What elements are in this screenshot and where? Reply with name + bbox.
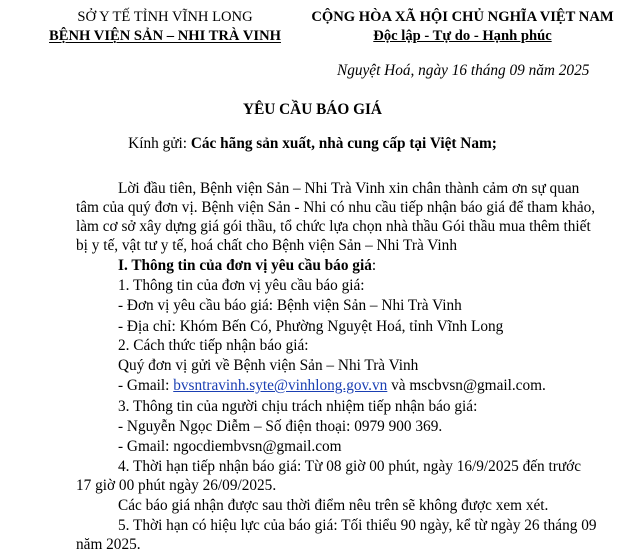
info-line: - Nguyễn Ngọc Diễm – Số điện thoại: 0979 900 369. xyxy=(118,418,443,435)
greeting-prefix: Kính gửi: xyxy=(128,135,191,152)
department-name: SỞ Y TẾ TỈNH VĨNH LONG xyxy=(77,9,253,25)
intro-line: làm cơ sở xây dựng giá gói thầu, tổ chức lựa chọn nhà thầu Gói thầu mua thêm thiết xyxy=(76,218,591,235)
info-line: 3. Thông tin của người chịu trách nhiệm tiếp nhận báo giá: xyxy=(118,398,478,415)
email-link[interactable]: bvsntravinh.syte@vinhlong.gov.vn xyxy=(173,377,388,394)
hospital-name: BỆNH VIỆN SẢN – NHI TRÀ VINH xyxy=(49,28,281,44)
info-line: năm 2025. xyxy=(76,536,141,553)
national-motto: Độc lập - Tự do - Hạnh phúc xyxy=(373,28,552,44)
intro-line: bị y tế, vật tư y tế, hoá chất cho Bệnh viện Sản – Nhi Trà Vinh xyxy=(76,237,457,254)
greeting-recipient: Các hãng sản xuất, nhà cung cấp tại Việt Nam; xyxy=(190,135,497,152)
info-line: 17 giờ 00 phút ngày 26/09/2025. xyxy=(76,477,277,494)
info-line: 5. Thời hạn có hiệu lực của báo giá: Tối thiểu 90 ngày, kể từ ngày 26 tháng 09 xyxy=(118,517,597,534)
info-line: - Địa chỉ: Khóm Bến Có, Phường Nguyệt Hoá, tỉnh Vĩnh Long xyxy=(118,318,504,335)
info-line: 2. Cách thức tiếp nhận báo giá: xyxy=(118,337,309,354)
intro-line: Lời đầu tiên, Bệnh viện Sản – Nhi Trà Vinh xin chân thành cảm ơn sự quan xyxy=(118,180,580,197)
info-line: - Gmail: ngocdiembvsn@gmail.com xyxy=(118,438,342,455)
document-title: YÊU CẦU BÁO GIÁ xyxy=(243,101,382,118)
section-heading-text: I. Thông tin của đơn vị yêu cầu báo giá xyxy=(118,257,372,274)
email-prefix: - Gmail: xyxy=(118,377,174,394)
email-suffix: và mscbvsn@gmail.com. xyxy=(387,377,546,394)
info-line: 4. Thời hạn tiếp nhận báo giá: Từ 08 giờ 00 phút, ngày 16/9/2025 đến trước xyxy=(118,458,582,475)
nation-title: CỘNG HÒA XÃ HỘI CHỦ NGHĨA VIỆT NAM xyxy=(311,9,614,25)
header-right xyxy=(300,8,625,46)
info-line: Các báo giá nhận được sau thời điểm nêu trên sẽ không được xem xét. xyxy=(118,497,549,514)
section-heading-colon: : xyxy=(371,257,377,274)
email-line xyxy=(118,377,546,395)
date-line: Nguyệt Hoá, ngày 16 tháng 09 năm 2025 xyxy=(337,62,590,79)
info-line: - Đơn vị yêu cầu báo giá: Bệnh viện Sản – Nhi Trà Vinh xyxy=(118,297,462,314)
info-line: 1. Thông tin của đơn vị yêu cầu báo giá: xyxy=(118,277,365,294)
header-left xyxy=(36,8,294,46)
greeting xyxy=(0,135,625,153)
section-heading xyxy=(118,257,376,275)
intro-line: tâm của quý đơn vị. Bệnh viện Sản - Nhi có nhu cầu tiếp nhận báo giá để tham khảo, xyxy=(76,199,596,216)
info-line: Quý đơn vị gửi về Bệnh viện Sản – Nhi Trà Vinh xyxy=(118,357,419,374)
